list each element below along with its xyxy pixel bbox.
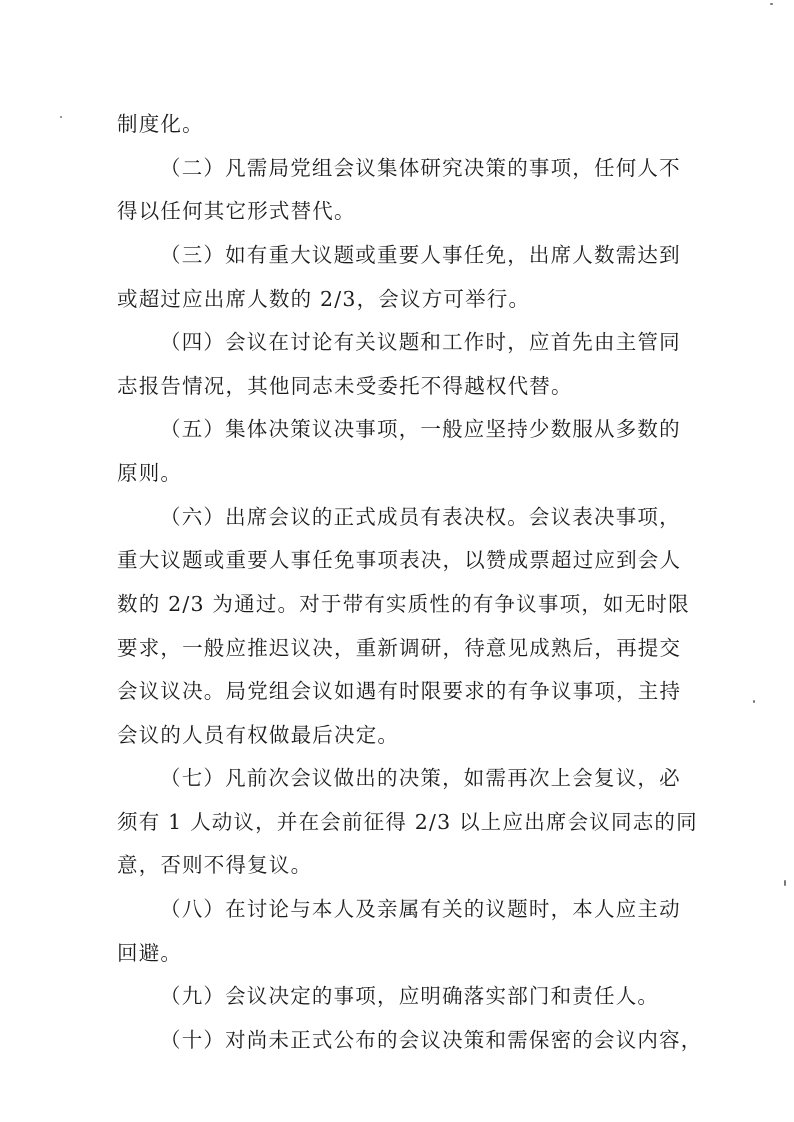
scan-speck [60,116,62,118]
text-line: 数的 2/3 为通过。对于带有实质性的有争议事项，如无时限 [117,592,690,616]
text-line: （六）出席会议的正式成员有表决权。会议表决事项， [160,505,681,529]
text-line: 会议议决。局党组会议如遇有时限要求的有争议事项，主持 [117,679,682,703]
text-line: （五）集体决策议决事项，一般应坚持少数服从多数的 [160,417,681,441]
text-line: 会议的人员有权做最后决定。 [117,723,400,747]
text-line: 须有 1 人动议，并在会前征得 2/3 以上应出席会议同志的同 [117,810,698,834]
text-line: （七）凡前次会议做出的决策，如需再次上会复议，必 [160,766,681,790]
text-line: 要求，一般应推迟议决，重新调研，待意见成熟后，再提交 [117,636,682,660]
text-line: （八）在讨论与本人及亲属有关的议题时，本人应主动 [160,897,681,921]
text-line: （三）如有重大议题或重要人事任免，出席人数需达到 [160,243,681,267]
text-line: 重大议题或重要人事任免事项表决，以赞成票超过应到会人 [117,548,682,572]
text-line: 回避。 [117,941,183,965]
text-line: 或超过应出席人数的 2/3，会议方可举行。 [117,287,531,311]
text-line: （十）对尚未正式公布的会议决策和需保密的会议内容， [160,1028,703,1052]
scan-speck [784,880,786,886]
text-line: （四）会议在讨论有关议题和工作时，应首先由主管同 [160,330,681,354]
scan-speck [753,700,755,703]
text-line: （二）凡需局党组会议集体研究决策的事项，任何人不 [160,156,681,180]
text-line: 意，否则不得复议。 [117,853,313,877]
text-line: 志报告情况，其他同志未受委托不得越权代替。 [117,374,573,398]
text-line: 得以任何其它形式替代。 [117,199,356,223]
text-line: 原则。 [117,461,183,485]
text-line: （九）会议决定的事项，应明确落实部门和责任人。 [160,984,660,1008]
scan-speck [770,3,773,5]
text-line: 制度化。 [117,112,204,136]
